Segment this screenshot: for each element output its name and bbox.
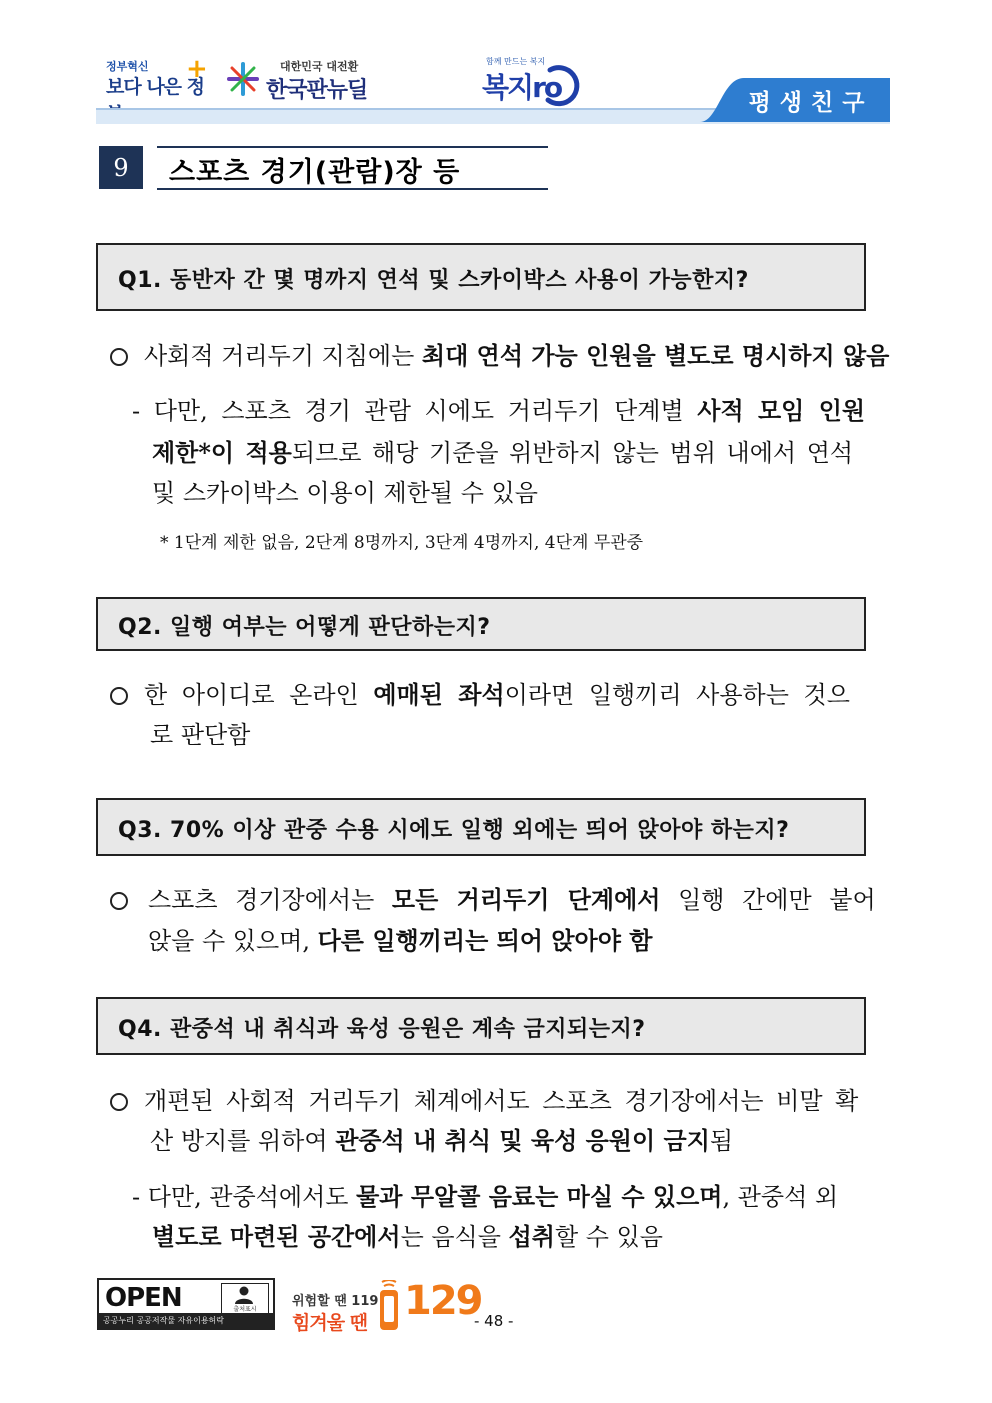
section-title-box	[157, 146, 548, 190]
gov-logo-small-text: 정부혁신	[106, 60, 149, 73]
question-text: Q4. 관중석 내 취식과 육성 응원은 계속 금지되는지?	[118, 1017, 646, 1042]
answer-line: 및 스카이박스 이용이 제한될 수 있음	[152, 479, 538, 507]
answer-line	[152, 1217, 663, 1257]
new-deal-text: 한국판뉴딜	[266, 78, 368, 103]
answer-text: 는 음식을	[400, 1223, 509, 1251]
gov-innovation-logo	[106, 54, 208, 106]
hotline-text: 힘겨울 땐	[292, 1312, 368, 1334]
answer-line	[132, 391, 865, 431]
answer-text: , 관중석 외	[722, 1183, 839, 1211]
answer-line	[132, 1177, 838, 1217]
answer-line	[144, 675, 850, 715]
answer-bold-text: 최대 연석 가능 인원을 별도로 명시하지 않음	[421, 341, 890, 370]
bullet-circle-icon	[110, 1093, 128, 1111]
question-text: Q1. 동반자 간 몇 명까지 연석 및 스카이박스 사용이 가능한지?	[118, 268, 749, 293]
page-number: - 48 -	[474, 1312, 514, 1330]
answer-line: 개편된 사회적 거리두기 체계에서도 스포츠 경기장에서는 비말 확	[144, 1087, 859, 1115]
hotline-banner	[292, 1276, 482, 1336]
hotline-119-text: 위험할 땐 119	[292, 1294, 379, 1309]
new-deal-spark-icon	[226, 62, 260, 96]
answer-text: 이라면 일행끼리 사용하는 것으	[504, 681, 850, 709]
answer-text: 됨	[709, 1127, 734, 1155]
question-box-4	[96, 997, 866, 1055]
korean-new-deal-logo	[226, 58, 376, 106]
answer-bold-text: 섭취	[508, 1222, 555, 1251]
bokjiro-small-text: 함께 만드는 복지	[486, 57, 546, 66]
person-icon	[222, 1284, 267, 1306]
answer-bold-text: 별도로 마련된 공간에서	[152, 1222, 401, 1251]
open-license-foot-text: 공공누리 공공저작물 자유이용허락	[99, 1313, 273, 1328]
answer-text: - 다만, 스포츠 경기 관람 시에도 거리두기 단계별	[132, 397, 698, 425]
gov-logo-text: 보다 나은 정	[106, 76, 204, 98]
question-box-2	[96, 597, 866, 651]
answer-line	[148, 880, 876, 920]
question-text: Q3. 70% 이상 관중 수용 시에도 일행 외에는 띄어 앉아야 하는지?	[118, 818, 790, 843]
answer-bold-text: 모든 거리두기 단계에서	[391, 885, 661, 914]
bullet-circle-icon	[110, 348, 128, 366]
answer-text: 되므로 해당 기준을 위반하지 않는 범위 내에서 연석	[291, 439, 854, 467]
hotline-number: 129	[404, 1278, 482, 1324]
answer-bold-text: 다른 일행끼리는 띄어 앉아야 함	[317, 926, 653, 955]
answer-line	[152, 433, 853, 473]
answer-line	[150, 1121, 733, 1161]
bokjiro-swoosh-icon	[542, 64, 582, 108]
answer-line	[148, 921, 652, 961]
answer-text: 일행 간에만 붙어	[660, 886, 876, 914]
question-text: Q2. 일행 여부는 어떻게 판단하는지?	[118, 615, 491, 640]
plus-icon: +	[186, 54, 208, 84]
kogl-open-license-logo	[97, 1278, 275, 1330]
answer-text: 앉을 수 있으며,	[148, 927, 318, 955]
answer-bold-text: 제한*이 적용	[152, 438, 292, 467]
answer-text: - 다만, 관중석에서도	[132, 1183, 357, 1211]
tab-label: 평생친구	[748, 90, 874, 116]
bullet-circle-icon	[110, 892, 128, 910]
bullet-circle-icon	[110, 687, 128, 705]
answer-text: 산 방지를 위하여	[150, 1127, 336, 1155]
bokjiro-logo	[480, 56, 580, 108]
answer-text: 사회적 거리두기 지침에는	[144, 342, 422, 370]
answer-bold-text: 사적 모임 인원	[697, 396, 866, 425]
answer-bold-text: 물과 무알콜 음료는 마실 수 있으며	[356, 1182, 723, 1211]
section-number: 9	[99, 146, 143, 189]
answer-text: 스포츠 경기장에서는	[148, 886, 392, 914]
answer-text: 할 수 있음	[554, 1223, 663, 1251]
section-title: 스포츠 경기(관람)장 등	[169, 157, 461, 188]
question-box-1	[96, 243, 866, 311]
attribution-badge	[221, 1283, 269, 1315]
answer-bold-text: 관중석 내 취식 및 육성 응원이 금지	[335, 1126, 710, 1155]
phone-icon	[376, 1280, 402, 1332]
new-deal-small-text: 대한민국 대전환	[280, 60, 359, 73]
bokjiro-text: 복지ro	[482, 71, 562, 104]
open-word: OPEN	[105, 1283, 182, 1313]
question-box-3	[96, 798, 866, 856]
answer-text: 한 아이디로 온라인	[144, 681, 374, 709]
answer-line	[144, 336, 889, 376]
answer-line: 로 판단함	[150, 721, 251, 749]
lifelong-friend-tab	[700, 74, 890, 122]
attribution-text: 출처표시	[233, 1306, 257, 1313]
answer-bold-text: 예매된 좌석	[373, 680, 505, 709]
footnote: * 1단계 제한 없음, 2단계 8명까지, 3단계 4명까지, 4단계 무관중	[160, 533, 644, 553]
